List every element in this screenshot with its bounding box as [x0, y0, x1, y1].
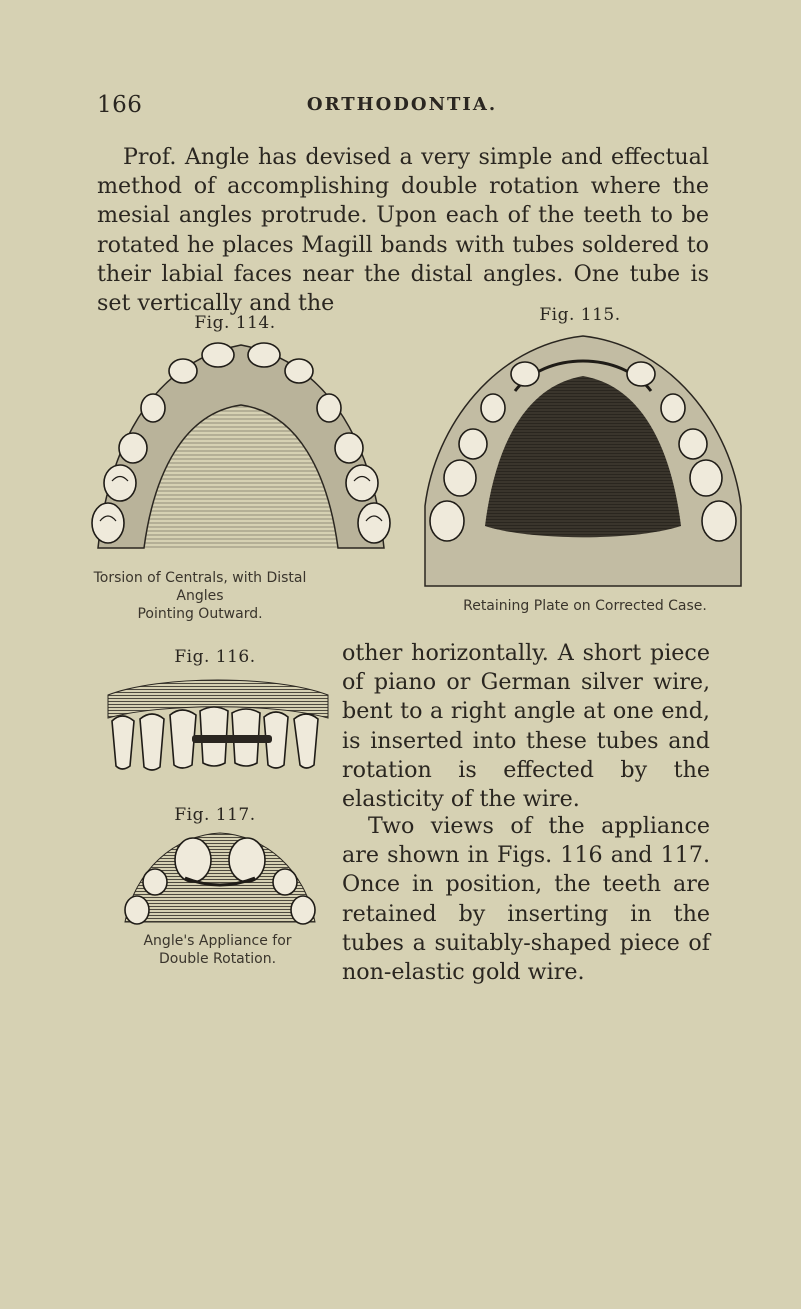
fig-116-label: Fig. 116.	[174, 647, 256, 667]
page-number: 166	[97, 92, 143, 118]
running-head: ORTHODONTIA.	[306, 94, 498, 115]
fig-114-caption-line2: Pointing Outward.	[137, 606, 263, 622]
fig-117-caption-line2: Double Rotation.	[158, 951, 277, 967]
paragraph-appliance-views: Two views of the appliance are shown in Figs. 116 and 117. Once in position, the teeth are retained by inserting in the tubes a suitably-shaped piece of non-elastic gold wire.	[342, 813, 710, 986]
fig-115-illustration	[415, 326, 751, 596]
fig-114-caption-line1: Torsion of Centrals, with Distal Angles	[93, 570, 307, 604]
fig-117-caption	[100, 932, 335, 968]
fig-116-illustration	[100, 673, 335, 785]
fig-114-illustration	[78, 333, 404, 565]
page-header	[97, 92, 707, 122]
fig-117-caption-line1: Angle's Appliance for	[143, 933, 292, 949]
fig-114-label: Fig. 114.	[194, 313, 276, 333]
paragraph-continuation: other horizontally. A short piece of piano or German silver wire, bent to a right angle at one end, is inserted into these tubes and rotation is effected by the elasticity of the wire.	[342, 640, 710, 813]
fig-115-caption: Retaining Plate on Corrected Case.	[463, 598, 707, 614]
fig-117-illustration	[115, 830, 325, 928]
fig-117-label: Fig. 117.	[174, 805, 256, 825]
fig-114-caption	[70, 569, 330, 623]
fig-115-label: Fig. 115.	[539, 305, 621, 325]
paragraph-intro: Prof. Angle has devised a very simple and effectual method of accomplishing double rotation where the mesial angles protrude. Upon each of the teeth to be rotated he places Magill bands with tubes soldered to their labial faces near the distal angles. One tube is set vertically and the	[97, 144, 709, 317]
